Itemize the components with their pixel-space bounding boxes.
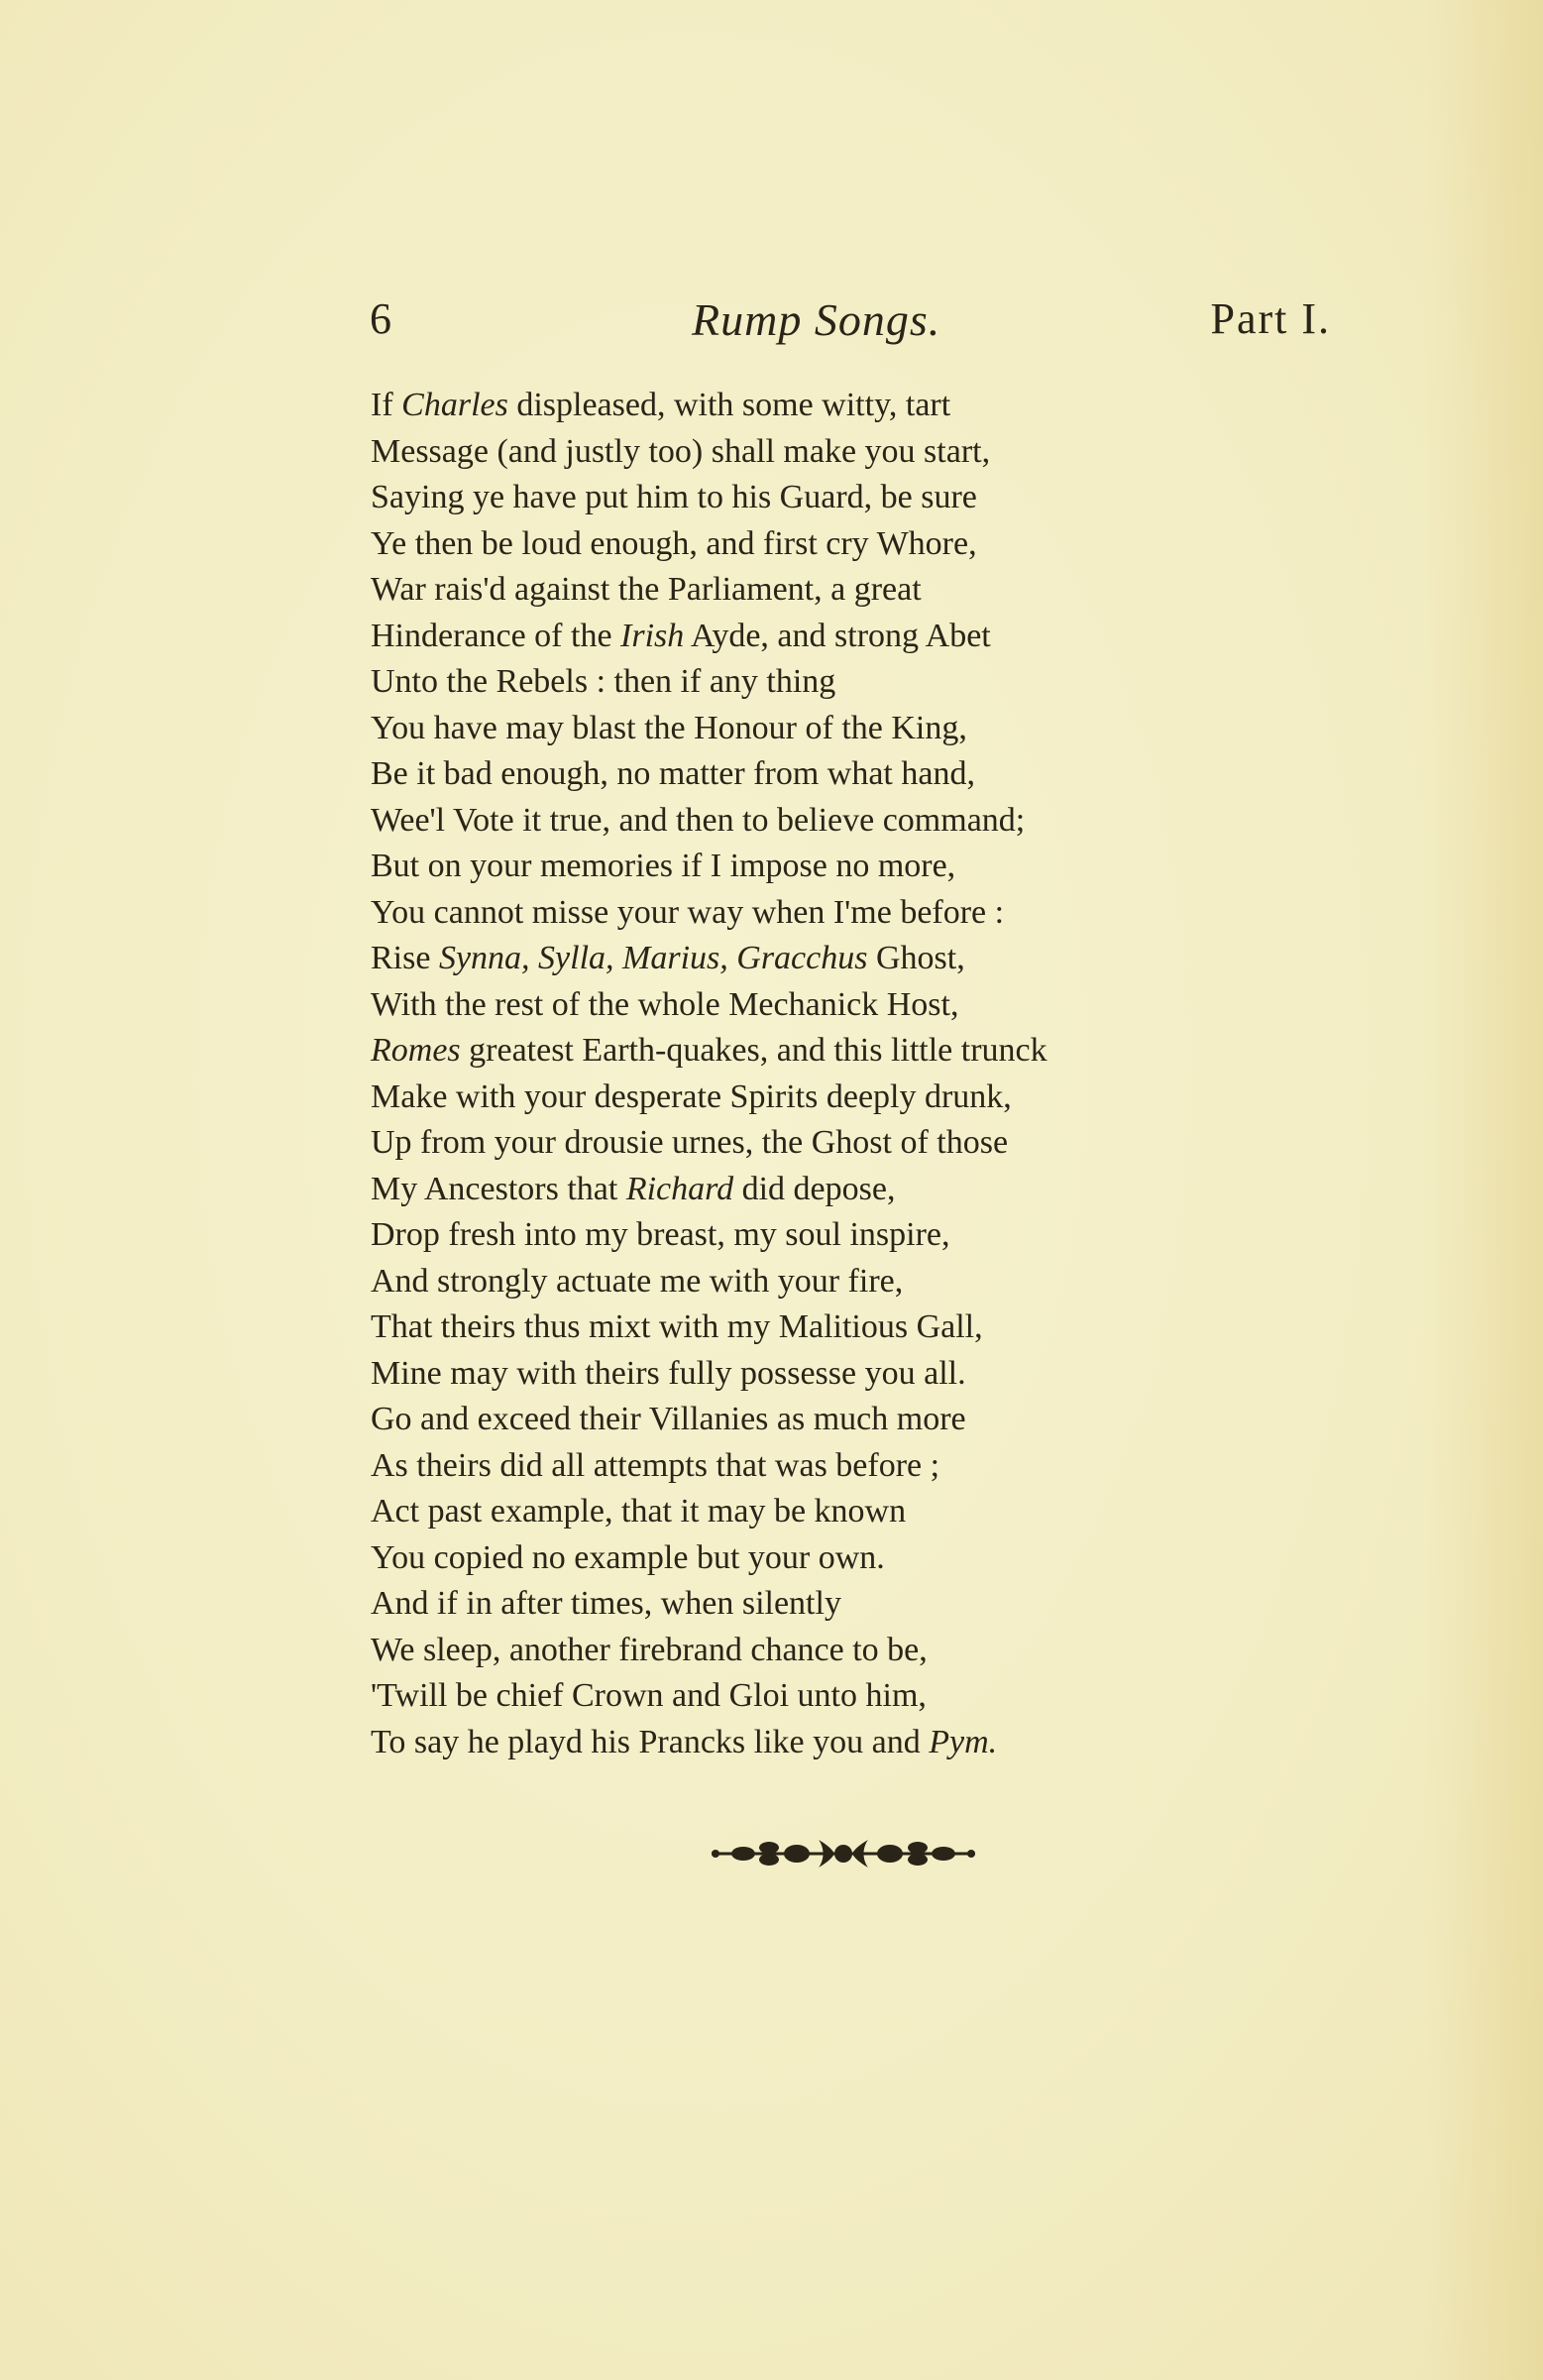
page-number: 6 (370, 294, 392, 343)
poem-line (371, 1259, 1362, 1305)
line-text: But on your memories if I impose no more, (371, 848, 956, 884)
line-text: That theirs thus mixt with my Malitious Gall, (371, 1308, 983, 1345)
line-text: With the rest of the whole Mechanick Host, (371, 985, 959, 1023)
poem-line (371, 706, 1362, 752)
line-text: 'Twill be chief Crown and Gloi unto him, (371, 1677, 927, 1714)
running-title: Rump Songs. (692, 294, 941, 345)
italic-text: Synna, Sylla, Marius, Gracchus (438, 940, 868, 976)
line-text: Go and exceed their Villanies as much more (371, 1401, 966, 1437)
line-text: You cannot misse your way when I'me before : (371, 893, 1005, 931)
poem-line (371, 798, 1362, 845)
poem-line (371, 1581, 1362, 1628)
floral-ornament-icon (710, 1832, 977, 1875)
line-text: And strongly actuate me with your fire, (371, 1262, 904, 1300)
poem-line (371, 1167, 1362, 1213)
poem-line (371, 429, 1362, 476)
poem-line (371, 383, 1362, 429)
line-text: Ayde, and strong Abet (684, 617, 991, 654)
poem-line (371, 890, 1362, 937)
line-text: displeased, with some witty, tart (507, 387, 951, 423)
poem-line (371, 659, 1362, 706)
part-label: Part I. (1210, 294, 1331, 343)
line-text: did depose, (733, 1170, 896, 1207)
poem-line (371, 1443, 1362, 1490)
line-text: Act past example, that it may be known (371, 1493, 907, 1530)
poem-line (371, 982, 1362, 1029)
poem-text (371, 383, 1362, 1765)
poem-line (371, 1397, 1362, 1443)
line-text: Ye then be loud enough, and first cry Whore, (371, 524, 977, 562)
poem-line (371, 1212, 1362, 1259)
line-text: We sleep, another firebrand chance to be, (371, 1631, 928, 1668)
line-text: Make with your desperate Spirits deeply drunk, (371, 1077, 1012, 1115)
poem-line (371, 1489, 1362, 1535)
line-text: Mine may with theirs fully possesse you all. (371, 1354, 966, 1392)
line-text: My Ancestors that (371, 1170, 626, 1207)
poem-line (371, 1673, 1362, 1720)
page-edge-shading (1424, 0, 1543, 2380)
poem-line (371, 521, 1362, 568)
italic-text: Romes (371, 1032, 461, 1069)
poem-line (371, 1120, 1362, 1167)
poem-line (371, 1075, 1362, 1121)
running-header (370, 293, 1331, 353)
italic-text: Richard (625, 1170, 734, 1207)
line-text: Unto the Rebels : then if any thing (371, 663, 836, 700)
poem-line (371, 936, 1362, 982)
poem-line (371, 1304, 1362, 1351)
line-text: Hinderance of the (371, 617, 621, 654)
line-text: You copied no example but your own. (371, 1538, 885, 1576)
poem-line (371, 1351, 1362, 1398)
line-text: As theirs did all attempts that was before ; (371, 1446, 940, 1484)
line-text: To say he playd his Prancks like you and (371, 1723, 930, 1760)
line-text: Message (and justly too) shall make you start, (371, 432, 991, 470)
poem-line (371, 1720, 1362, 1766)
line-text: Up from your drousie urnes, the Ghost of those (371, 1124, 1009, 1161)
poem-line (371, 844, 1362, 890)
poem-line (371, 1535, 1362, 1582)
poem-line (371, 567, 1362, 614)
line-text: And if in after times, when silently (371, 1585, 841, 1622)
line-text: You have may blast the Honour of the King, (371, 709, 967, 746)
italic-text: Charles (401, 387, 508, 423)
line-text: greatest Earth-quakes, and this little trunck (460, 1032, 1047, 1069)
poem-line (371, 614, 1362, 660)
line-text: Rise (371, 940, 439, 976)
poem-line (371, 1628, 1362, 1674)
line-text: If (371, 387, 402, 423)
italic-text: Pym. (929, 1723, 998, 1760)
line-text: Saying ye have put him to his Guard, be sure (371, 479, 977, 515)
poem-line (371, 1028, 1362, 1075)
line-text: War rais'd against the Parliament, a great (371, 571, 922, 608)
poem-line (371, 475, 1362, 521)
line-text: Ghost, (867, 940, 965, 976)
poem-line (371, 751, 1362, 798)
italic-text: Irish (620, 617, 685, 654)
line-text: Wee'l Vote it true, and then to believe command; (371, 801, 1026, 839)
line-text: Drop fresh into my breast, my soul inspire, (371, 1216, 950, 1253)
line-text: Be it bad enough, no matter from what hand, (371, 755, 975, 792)
